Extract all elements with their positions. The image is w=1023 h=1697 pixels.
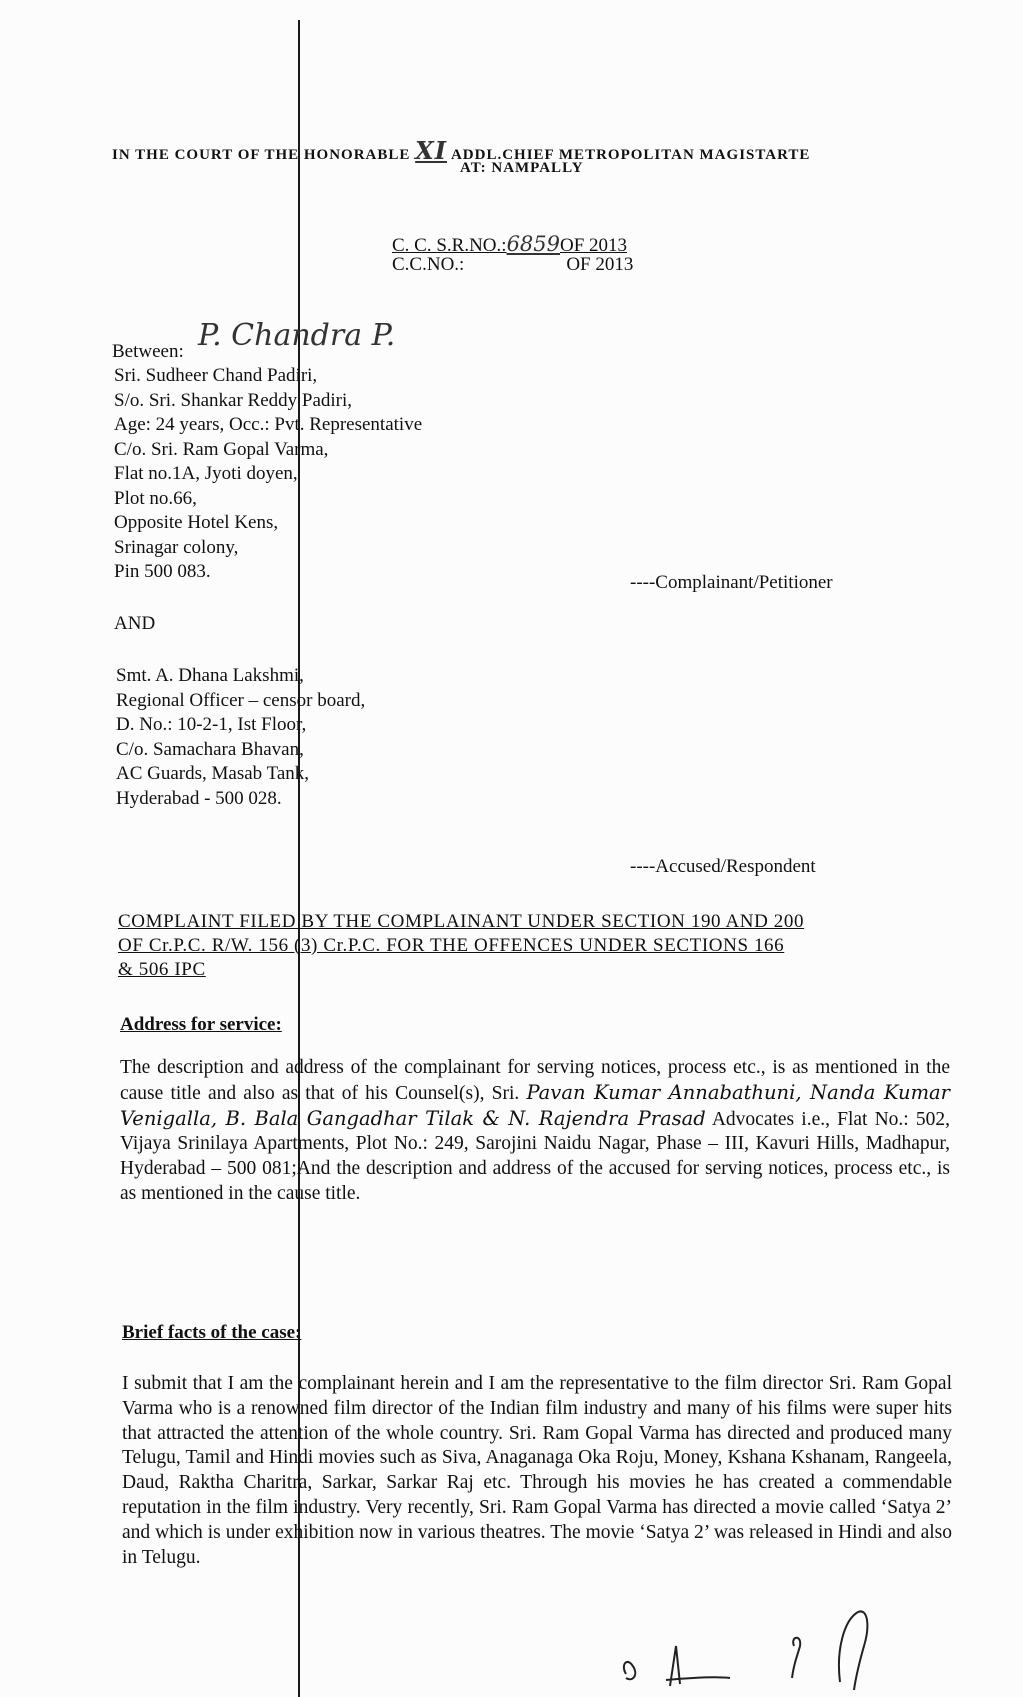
- court-header-line2: AT: NAMPALLY: [460, 160, 584, 176]
- brief-facts-heading: Brief facts of the case:: [122, 1322, 302, 1343]
- signature-scribble: [618, 1606, 878, 1694]
- brief-facts-text: I submit that I am the complainant herein and I am the representative to the film director Sri. Ram Gopal Varma who is a renowned film director of the Indian film industry and many of his films were super hits that attracted the attention of the whole country. Sri. Ram Gopal Varma has directed and produced many Telugu, Tamil and Hindi movies such as Siva, Anaganaga Oka Roju, Money, Kshana Kshanam, Rangeela, Daud, Raktha Charitra, Sarkar, Sarkar Raj etc. Through his movies he has created a commendable reputation in the film industry. Very recently, Sri. Ram Gopal Varma has directed a movie called ‘Satya 2’ and which is under exhibition now in various theatres. The movie ‘Satya 2’ was released in Hindi and also in Telugu.: [122, 1373, 952, 1568]
- complainant-address: Sri. Sudheer Chand Padiri, S/o. Sri. Shankar Reddy Padiri, Age: 24 years, Occ.: Pvt. Representative C/o. Sri. Ram Gopal Varma, Flat no.1A, Jyoti doyen, Plot no.66, Opposite Hotel Kens, Srinagar colony, Pin 500 083.: [114, 365, 423, 582]
- handwritten-note: P. Chandra P.: [198, 318, 396, 353]
- and-label: AND: [114, 613, 156, 634]
- complainant-role: ----Complainant/Petitioner: [630, 572, 833, 593]
- court-header-line1: IN THE COURT OF THE HONORABLE XI ADDL.CHIEF METROPOLITAN MAGISTARTE: [112, 136, 811, 165]
- counsel-names: Pavan Kumar Annabathuni, Nanda Kumar Venigalla, B. Bala Gangadhar Tilak & N. Rajendra Prasad: [120, 1080, 951, 1130]
- handwritten-court-number: XI: [415, 136, 448, 165]
- address-for-service-heading: Address for service:: [120, 1014, 282, 1035]
- accused-role: ----Accused/Respondent: [630, 856, 816, 877]
- address-for-service-text: The description and address of the complainant for serving notices, process etc., is as mentioned in the cause title and also as that of his Counsel(s), Sri. Pavan Kumar Annabathuni, Nanda Kumar Venigalla, B. Bala Gangadhar Tilak & N. Rajendra Prasad Advocates i.e., Flat No.: 502, Vijaya Srinilaya Apartments, Plot No.: 249, Sarojini Naidu Nagar, Phase – III, Kavuri Hills, Madhapur, Hyderabad – 500 081;And the description and address of the accused for serving notices, process etc., is as mentioned in the cause title.: [120, 1057, 951, 1204]
- case-sr-number: C. C. S.R.NO.:6859OF 2013: [392, 232, 628, 256]
- handwritten-sr-value: 6859: [506, 232, 561, 256]
- between-label: Between:: [112, 341, 184, 362]
- case-cc-number: C.C.NO.: OF 2013: [392, 254, 634, 275]
- accused-address: Smt. A. Dhana Lakshmi, Regional Officer – censor board, D. No.: 10-2-1, Ist Floor, C/o. Samachara Bhavan, AC Guards, Masab Tank, Hyderabad - 500 028.: [116, 665, 366, 809]
- complaint-heading: COMPLAINT FILED BY THE COMPLAINANT UNDER SECTION 190 AND 200 OF Cr.P.C. R/W. 156 (3) Cr.P.C. FOR THE OFFENCES UNDER SECTIONS 166 & 506 IPC: [118, 911, 805, 980]
